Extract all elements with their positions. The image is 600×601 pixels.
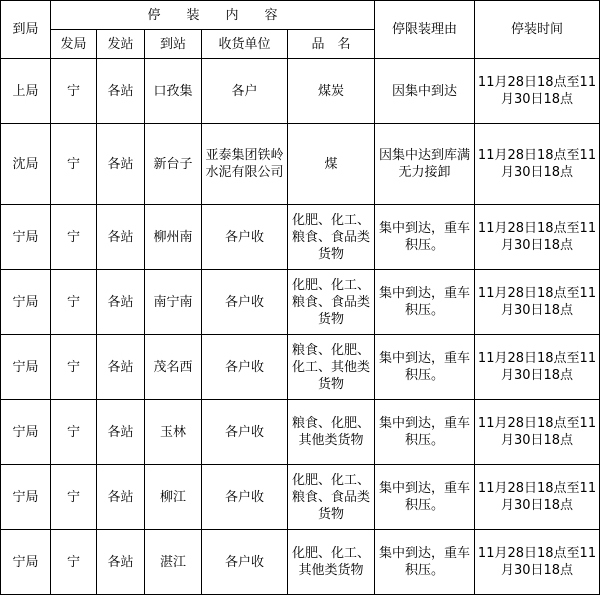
table-row xyxy=(1,270,600,335)
cell-reason: 集中到达，重车积压。 xyxy=(375,400,475,465)
cell-to-station: 柳州南 xyxy=(145,205,202,270)
table-row xyxy=(1,59,600,124)
cell-reason: 集中到达，重车积压。 xyxy=(375,205,475,270)
cell-arrive: 沈局 xyxy=(1,124,51,205)
cell-from-station: 各站 xyxy=(97,335,145,400)
cell-reason: 因集中到达 xyxy=(375,59,475,124)
cell-time: 11月28日18点至11月30日18点 xyxy=(475,335,600,400)
cell-arrive: 宁局 xyxy=(1,270,51,335)
table-row xyxy=(1,335,600,400)
cell-from-station: 各站 xyxy=(97,400,145,465)
cell-arrive: 宁局 xyxy=(1,205,51,270)
cell-to-station: 柳江 xyxy=(145,465,202,530)
table-row xyxy=(1,400,600,465)
cell-from-bureau: 宁 xyxy=(51,59,97,124)
cell-from-station: 各站 xyxy=(97,530,145,595)
cell-reason: 集中到达，重车积压。 xyxy=(375,335,475,400)
cell-to-station: 口孜集 xyxy=(145,59,202,124)
cell-goods: 煤 xyxy=(288,124,375,205)
table-body xyxy=(1,1,600,595)
cell-goods: 化肥、化工、粮食、食品类货物 xyxy=(288,465,375,530)
cell-to-station: 湛江 xyxy=(145,530,202,595)
cell-consignee: 各户收 xyxy=(202,400,288,465)
table-row xyxy=(1,205,600,270)
cell-reason: 因集中达到库满无力接卸 xyxy=(375,124,475,205)
cell-time: 11月28日18点至11月30日18点 xyxy=(475,205,600,270)
cell-time: 11月28日18点至11月30日18点 xyxy=(475,59,600,124)
cell-to-station: 新台子 xyxy=(145,124,202,205)
cell-goods: 煤炭 xyxy=(288,59,375,124)
cell-from-bureau: 宁 xyxy=(51,530,97,595)
cell-goods: 化肥、化工、粮食、食品类货物 xyxy=(288,270,375,335)
header-from-station: 发站 xyxy=(97,30,145,59)
cell-to-station: 南宁南 xyxy=(145,270,202,335)
cell-consignee: 各户收 xyxy=(202,465,288,530)
cell-from-station: 各站 xyxy=(97,59,145,124)
cell-from-bureau: 宁 xyxy=(51,400,97,465)
cell-from-bureau: 宁 xyxy=(51,335,97,400)
cell-consignee: 各户收 xyxy=(202,270,288,335)
table-row xyxy=(1,124,600,205)
cell-to-station: 茂名西 xyxy=(145,335,202,400)
cell-from-station: 各站 xyxy=(97,124,145,205)
header-group-title: 停 装 内 容 xyxy=(51,1,375,30)
cell-time: 11月28日18点至11月30日18点 xyxy=(475,400,600,465)
cell-time: 11月28日18点至11月30日18点 xyxy=(475,270,600,335)
cell-goods: 化肥、化工、粮食、食品类货物 xyxy=(288,205,375,270)
cell-reason: 集中到达，重车积压。 xyxy=(375,465,475,530)
table-row xyxy=(1,530,600,595)
cell-reason: 集中到达，重车积压。 xyxy=(375,270,475,335)
cell-goods: 化肥、化工、其他类货物 xyxy=(288,530,375,595)
cell-time: 11月28日18点至11月30日18点 xyxy=(475,465,600,530)
cell-from-bureau: 宁 xyxy=(51,124,97,205)
header-row-top xyxy=(1,1,600,30)
cell-from-bureau: 宁 xyxy=(51,270,97,335)
cell-consignee: 各户收 xyxy=(202,530,288,595)
cell-arrive: 宁局 xyxy=(1,465,51,530)
cell-arrive: 宁局 xyxy=(1,530,51,595)
cell-from-station: 各站 xyxy=(97,205,145,270)
cell-to-station: 玉林 xyxy=(145,400,202,465)
cell-from-station: 各站 xyxy=(97,270,145,335)
header-from-bureau: 发局 xyxy=(51,30,97,59)
cell-goods: 粮食、化肥、化工、其他类货物 xyxy=(288,335,375,400)
cell-arrive: 宁局 xyxy=(1,335,51,400)
cell-arrive: 上局 xyxy=(1,59,51,124)
cell-consignee: 各户 xyxy=(202,59,288,124)
header-reason: 停限装理由 xyxy=(375,1,475,59)
cell-reason: 集中到达，重车积压。 xyxy=(375,530,475,595)
header-to-station: 到站 xyxy=(145,30,202,59)
cell-consignee: 各户收 xyxy=(202,335,288,400)
cell-consignee: 各户收 xyxy=(202,205,288,270)
table-row xyxy=(1,465,600,530)
cell-from-bureau: 宁 xyxy=(51,465,97,530)
cell-consignee: 亚泰集团铁岭水泥有限公司 xyxy=(202,124,288,205)
header-time: 停装时间 xyxy=(475,1,600,59)
cell-from-bureau: 宁 xyxy=(51,205,97,270)
cell-arrive: 宁局 xyxy=(1,400,51,465)
header-consignee: 收货单位 xyxy=(202,30,288,59)
header-arrive-bureau: 到局 xyxy=(1,1,51,59)
cell-goods: 粮食、化肥、其他类货物 xyxy=(288,400,375,465)
cell-from-station: 各站 xyxy=(97,465,145,530)
header-goods: 品 名 xyxy=(288,30,375,59)
cell-time: 11月28日18点至11月30日18点 xyxy=(475,530,600,595)
cell-time: 11月28日18点至11月30日18点 xyxy=(475,124,600,205)
